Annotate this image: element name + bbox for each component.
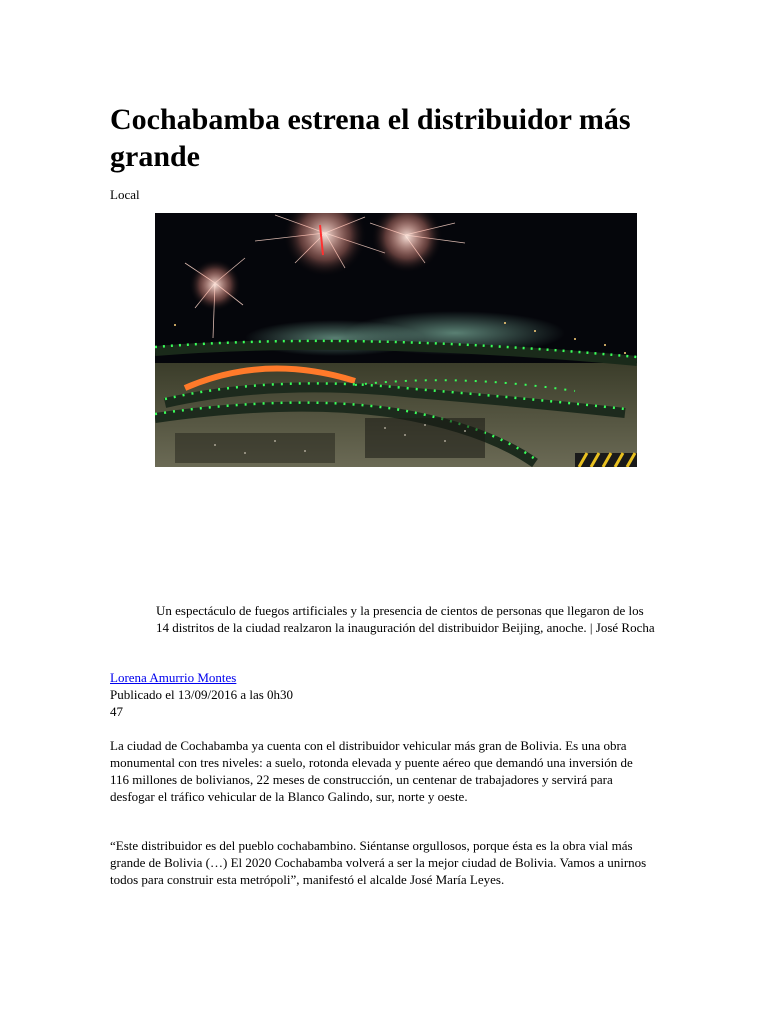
photo-caption: Un espectáculo de fuegos artificiales y la presencia de cientos de personas que llegaron de los 14 distritos de la ciudad realzaron la inauguración del distribuidor Beijing, anoche. | José Rocha <box>156 603 655 635</box>
article-meta <box>110 686 293 720</box>
article-photo <box>155 213 637 467</box>
comments-count: 47 <box>110 704 123 719</box>
article-paragraph: La ciudad de Cochabamba ya cuenta con el distribuidor vehicular más gran de Bolivia. Es una obra monumental con tres niveles: a suelo, rotonda elevada y puente aéreo que demandó una inversión de 116 millones de bolivianos, 22 meses de construcción, un centenar de trabajadores y servirá para desfogar el tráfico vehicular de la Blanco Galindo, sur, norte y oeste. <box>110 738 633 804</box>
section-label: Local <box>110 187 140 202</box>
article-paragraph: “Este distribuidor es del pueblo cochabambino. Siéntanse orgullosos, porque ésta es la obra vial más grande de Bolivia (…) El 2020 Cochabamba volverá a ser la mejor ciudad de Bolivia. Vamos a unirnos todos para construir esta metrópoli”, manifestó el alcalde José María Leyes. <box>110 838 647 887</box>
fireworks-interchange-illustration <box>155 213 637 467</box>
publish-date: Publicado el 13/09/2016 a las 0h30 <box>110 687 294 702</box>
article-title: Cochabamba estrena el distribuidor más grande <box>110 103 631 173</box>
author-link[interactable]: Lorena Amurrio Montes <box>110 670 237 685</box>
